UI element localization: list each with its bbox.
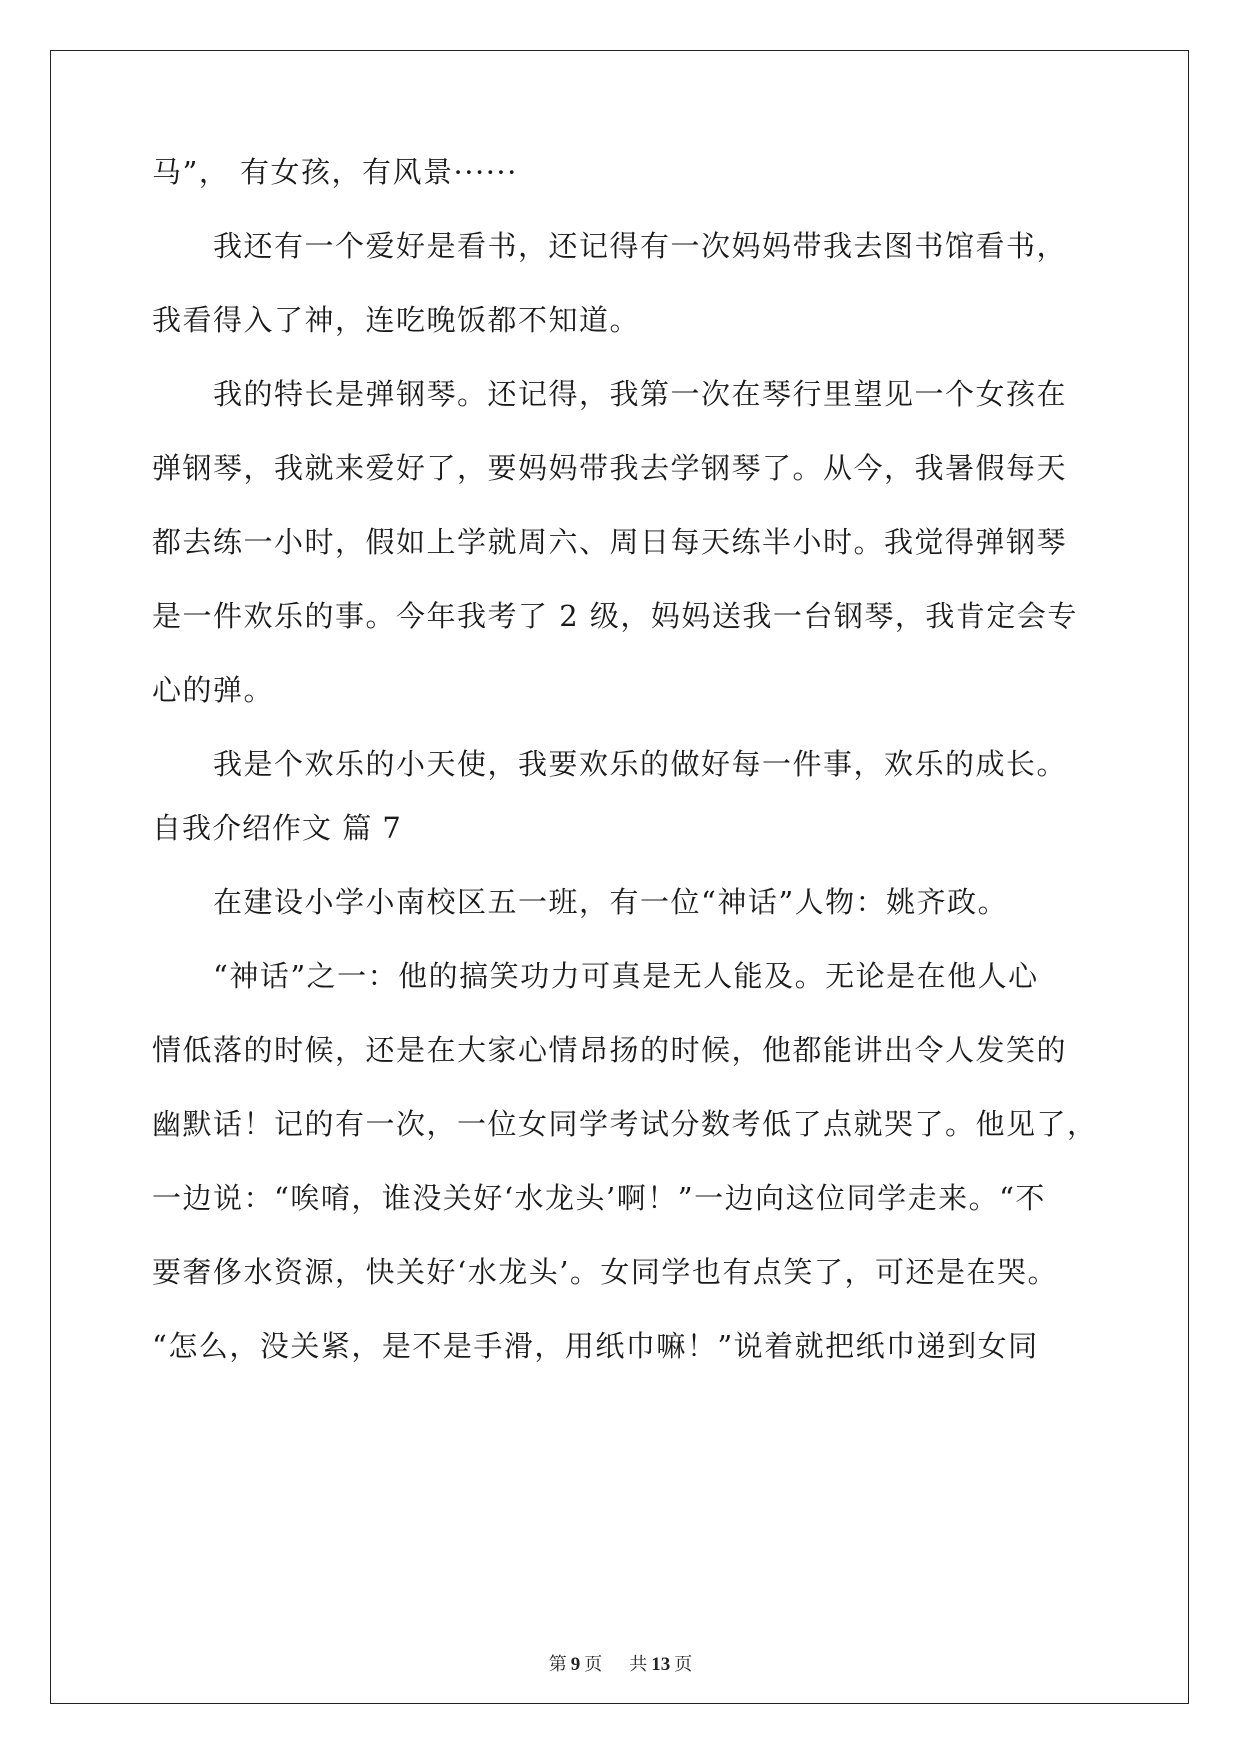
total-unit: 页 — [674, 1654, 693, 1675]
text-line: 在建设小学小南校区五一班，有一位“神话”人物：姚齐政。 — [213, 885, 1009, 919]
text-line: 我的特长是弹钢琴。还记得，我第一次在琴行里望见一个女孩在 — [213, 377, 1068, 411]
page-prefix: 第 — [548, 1654, 567, 1675]
text-line: 是一件欢乐的事。今年我考了 2 级，妈妈送我一台钢琴，我肯定会专 — [152, 599, 1078, 633]
text-line: 我看得入了神，连吃晚饭都不知道。 — [152, 303, 641, 337]
page-footer — [0, 1653, 1241, 1677]
current-page-number: 9 — [570, 1654, 581, 1675]
page-unit: 页 — [584, 1654, 603, 1675]
text-line: “怎么，没关紧，是不是手滑，用纸巾嘛！”说着就把纸巾递到女同 — [152, 1329, 1039, 1363]
total-page-number: 13 — [651, 1654, 671, 1675]
text-line: 都去练一小时，假如上学就周六、周日每天练半小时。我觉得弹钢琴 — [152, 525, 1068, 559]
text-line: 幽默话！记的有一次，一位女同学考试分数考低了点就哭了。他见了， — [152, 1107, 1098, 1141]
page-border — [50, 50, 1189, 1704]
text-line: 马”， 有女孩，有风景······ — [152, 155, 518, 189]
text-line: 心的弹。 — [152, 673, 275, 707]
text-line: “神话”之一：他的搞笑功力可真是无人能及。无论是在他人心 — [213, 959, 1039, 993]
section-heading: 自我介绍作文 篇 7 — [152, 811, 402, 845]
text-line: 弹钢琴，我就来爱好了，要妈妈带我去学钢琴了。从今，我暑假每天 — [152, 451, 1068, 485]
text-line: 我还有一个爱好是看书，还记得有一次妈妈带我去图书馆看书， — [213, 229, 1068, 263]
text-line: 一边说：“唉唷，谁没关好‘水龙头’啊！”一边向这位同学走来。“不 — [152, 1181, 1046, 1215]
total-prefix: 共 — [629, 1654, 648, 1675]
text-line: 情低落的时候，还是在大家心情昂扬的时候，他都能讲出令人发笑的 — [152, 1033, 1068, 1067]
text-line: 要奢侈水资源，快关好‘水龙头’。女同学也有点笑了，可还是在哭。 — [152, 1255, 1058, 1289]
text-line: 我是个欢乐的小天使，我要欢乐的做好每一件事，欢乐的成长。 — [213, 747, 1068, 781]
